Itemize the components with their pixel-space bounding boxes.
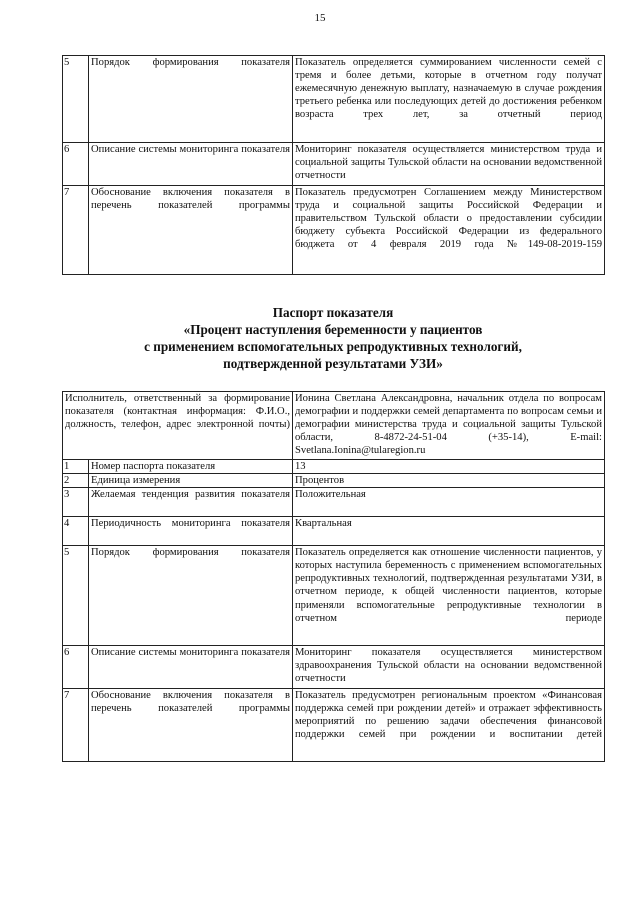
- row-number: 7: [63, 186, 89, 275]
- page-number: 15: [314, 12, 326, 24]
- passport-heading: [62, 304, 604, 372]
- row-value: Показатель предусмотрен Соглашением между Министерством труда и социальной защиты Российской Федерации и правительством Тульской области о предоставлении субсидии бюджету субъекта Российской Федерации из федерального бюджета от 4 февраля 2019 года №149-08-2019-159: [293, 186, 605, 275]
- heading-line: с применением вспомогательных репродуктивных технологий,: [144, 339, 522, 354]
- row-number: 1: [63, 460, 89, 474]
- table-row: [63, 517, 605, 546]
- table-row: [63, 392, 605, 460]
- row-number: 7: [63, 689, 89, 762]
- row-number: 6: [63, 646, 89, 689]
- heading-line: подтвержденной результатами УЗИ»: [223, 356, 443, 371]
- row-label: Номер паспорта показателя: [89, 460, 293, 474]
- row-label: Желаемая тенденция развития показателя: [89, 488, 293, 517]
- row-value: Мониторинг показателя осуществляется министерством здравоохранения Тульской области на основании ведомственной отчетности: [293, 646, 605, 689]
- table-row: [63, 460, 605, 474]
- row-label: Обоснование включения показателя в перечень показателей программы: [89, 689, 293, 762]
- row-label: Порядок формирования показателя: [89, 546, 293, 646]
- row-value: 13: [293, 460, 605, 474]
- table-row: [63, 56, 605, 143]
- row-value: Показатель предусмотрен региональным проектом «Финансовая поддержка семей при рождении детей» и отражает эффективность мероприятий по решению задачи обеспечения финансовой поддержки семей при рождении и воспитании детей: [293, 689, 605, 762]
- table-row: [63, 488, 605, 517]
- table-row: [63, 474, 605, 488]
- row-value: Квартальная: [293, 517, 605, 546]
- heading-line: «Процент наступления беременности у пациентов: [183, 322, 483, 337]
- heading-line: Паспорт показателя: [272, 305, 394, 320]
- table-row: [63, 689, 605, 762]
- row-label: Порядок формирования показателя: [89, 56, 293, 143]
- passport-table: [62, 391, 605, 762]
- row-number: 2: [63, 474, 89, 488]
- row-number: 5: [63, 56, 89, 143]
- row-number: 5: [63, 546, 89, 646]
- row-label: Описание системы мониторинга показателя: [89, 143, 293, 186]
- table-row: [63, 546, 605, 646]
- row-number: 6: [63, 143, 89, 186]
- table-row: [63, 646, 605, 689]
- row-number: 4: [63, 517, 89, 546]
- table-row: [63, 143, 605, 186]
- row-label: Описание системы мониторинга показателя: [89, 646, 293, 689]
- row-number: 3: [63, 488, 89, 517]
- row-value: Положительная: [293, 488, 605, 517]
- row-value: Мониторинг показателя осуществляется министерством труда и социальной защиты Тульской области на основании ведомственной отчетности: [293, 143, 605, 186]
- row-value: Показатель определяется суммированием численности семей с тремя и более детьми, которые в отчетном году получат ежемесячную денежную выплату, назначаемую в случае рождения третьего ребенка или последующих детей до достижения ребенком возраста трех лет, за отчетный период: [293, 56, 605, 143]
- executor-value: Ионина Светлана Александровна, начальник отдела по вопросам демографии и поддержки семей департамента по вопросам семьи и демографии министерства труда и социальной защиты Тульской области, 8-4872-24-51-04 (+35-14), E-mail: Svetlana.Ionina@tularegion.ru: [293, 392, 605, 460]
- executor-label: Исполнитель, ответственный за формирование показателя (контактная информация: Ф.И.О., должность, телефон, адрес электронной почты): [63, 392, 293, 460]
- row-value: Показатель определяется как отношение численности пациентов, у которых наступила беременность с применением вспомогательных репродуктивных технологий, подтвержденная результатами УЗИ, в отчетном периоде, к общей численности пациентов, которые применяли вспомогательные репродуктивные технологии в отчетном периоде: [293, 546, 605, 646]
- row-label: Обоснование включения показателя в перечень показателей программы: [89, 186, 293, 275]
- row-label: Единица измерения: [89, 474, 293, 488]
- passport-table-continued: [62, 55, 605, 275]
- table-row: [63, 186, 605, 275]
- row-value: Процентов: [293, 474, 605, 488]
- row-label: Периодичность мониторинга показателя: [89, 517, 293, 546]
